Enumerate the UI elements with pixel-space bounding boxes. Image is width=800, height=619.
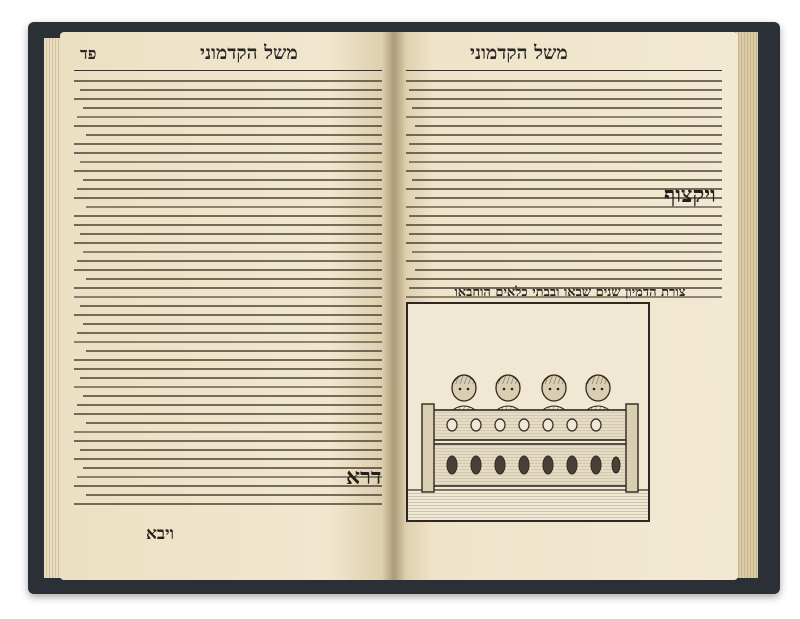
text-line: [406, 224, 722, 226]
woodcut-caption: צורת הדמיון שנים שבאו ובבתי כלאים הוחבאו: [454, 285, 686, 300]
text-line: [406, 134, 722, 136]
text-line: [80, 377, 382, 379]
text-line: [412, 179, 722, 181]
text-line: [409, 215, 722, 217]
text-line: [77, 260, 382, 262]
text-line: [86, 206, 382, 208]
text-line: [80, 233, 382, 235]
text-line: [74, 224, 382, 226]
text-line: [74, 269, 382, 271]
text-line: [74, 386, 382, 388]
text-line: [74, 170, 382, 172]
stocks-woodcut-image: [408, 304, 648, 520]
text-line: [83, 467, 382, 469]
text-line: [74, 125, 382, 127]
right-drop-word: ויקצוף: [664, 182, 716, 208]
text-line: [74, 485, 382, 487]
text-line: [80, 305, 382, 307]
text-line: [406, 170, 722, 172]
text-line: [74, 503, 382, 505]
text-line: [86, 134, 382, 136]
right-running-head: משל הקדמוני: [470, 42, 568, 64]
text-line: [74, 287, 382, 289]
text-line: [412, 107, 722, 109]
text-line: [406, 278, 722, 280]
text-line: [409, 143, 722, 145]
text-line: [74, 431, 382, 433]
text-line: [74, 413, 382, 415]
text-line: [83, 251, 382, 253]
text-line: [77, 332, 382, 334]
left-folio: פד: [80, 44, 97, 63]
text-line: [86, 494, 382, 496]
text-line: [77, 404, 382, 406]
text-line: [409, 161, 722, 163]
text-line: [74, 197, 382, 199]
text-line: [406, 116, 722, 118]
text-line: [406, 152, 722, 154]
text-line: [74, 215, 382, 217]
text-line: [406, 260, 722, 262]
page-edges-right: [736, 32, 758, 578]
text-line: [74, 359, 382, 361]
text-line: [406, 80, 722, 82]
text-line: [406, 98, 722, 100]
text-line: [74, 296, 382, 298]
text-line: [86, 278, 382, 280]
left-closing-word: ויבא: [146, 524, 174, 544]
text-line: [83, 323, 382, 325]
text-line: [409, 233, 722, 235]
text-line: [77, 116, 382, 118]
text-line: [415, 269, 722, 271]
stocks-frame: [422, 404, 638, 492]
text-line: [74, 152, 382, 154]
left-text-block: [74, 80, 382, 512]
text-line: [74, 143, 382, 145]
text-line: [406, 242, 722, 244]
book-gutter: [382, 32, 406, 580]
text-line: [74, 242, 382, 244]
left-running-head: משל הקדמוני: [200, 42, 298, 64]
text-line: [74, 98, 382, 100]
text-line: [74, 314, 382, 316]
text-line: [80, 449, 382, 451]
right-head-rule: [406, 70, 722, 71]
text-line: [77, 476, 382, 478]
woodcut-illustration: [406, 302, 650, 522]
text-line: [86, 350, 382, 352]
text-line: [80, 161, 382, 163]
text-line: [83, 107, 382, 109]
text-line: [74, 458, 382, 460]
text-line: [74, 341, 382, 343]
text-line: [409, 89, 722, 91]
text-line: [74, 368, 382, 370]
text-line: [74, 440, 382, 442]
text-line: [83, 179, 382, 181]
text-line: [77, 188, 382, 190]
left-drop-word: דרא: [346, 464, 382, 490]
text-line: [83, 395, 382, 397]
text-line: [86, 422, 382, 424]
left-page: [60, 32, 396, 580]
text-line: [74, 80, 382, 82]
text-line: [80, 89, 382, 91]
left-head-rule: [74, 70, 382, 71]
text-line: [412, 251, 722, 253]
text-line: [415, 125, 722, 127]
